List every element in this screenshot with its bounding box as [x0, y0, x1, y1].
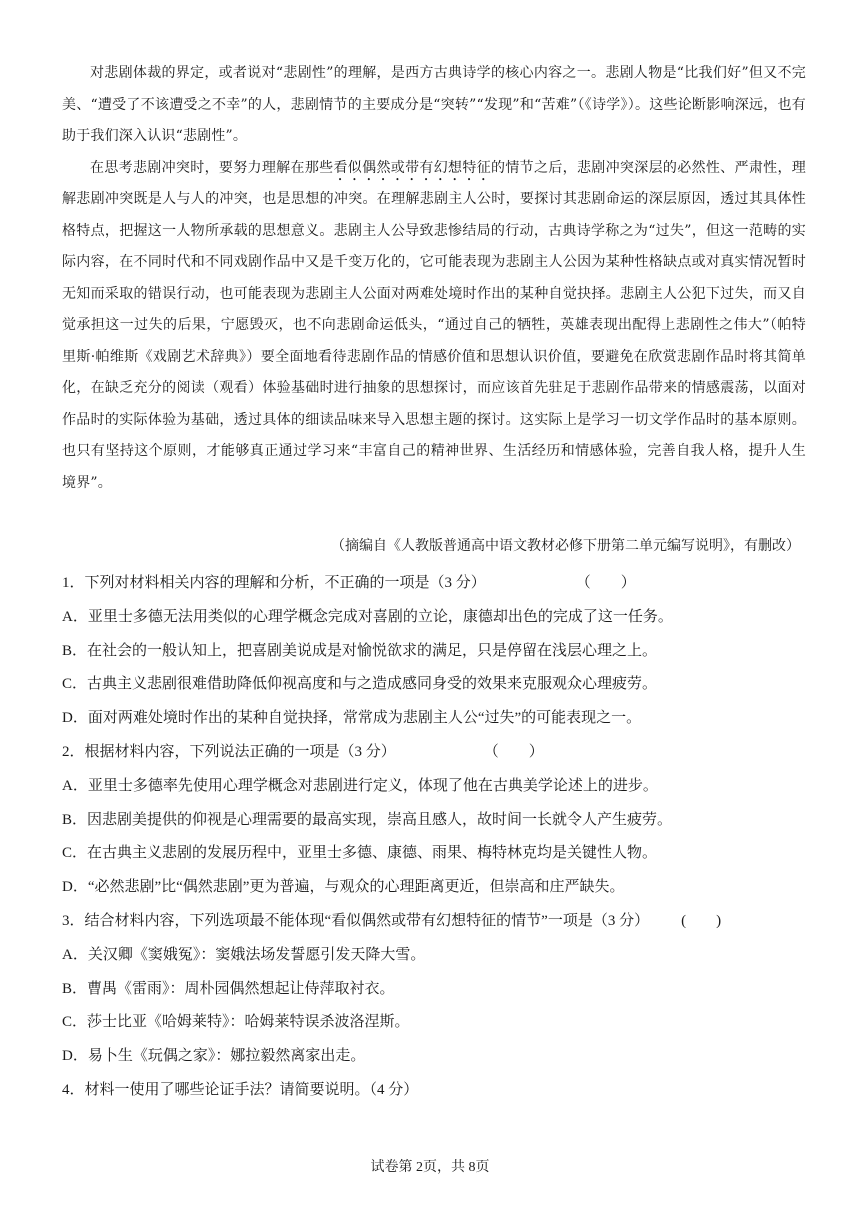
emphasized-phrase: 看似偶然或带有幻想特征 — [333, 159, 492, 176]
paragraph-2-rest: 的情节之后，悲剧冲突深层的必然性、严肃性，理解悲剧冲突既是人与人的冲突，也是思想的冲突。在理解悲剧主人公时，要探讨其悲剧命运的深层原因，透过其具体性格特点，把握这一人物所承载的思想意义。悲剧主人公导致悲惨结局的行动，古典诗学称之为“过失”，但这一范畴的实际内容，在不同时代和不同戏剧作品中又是千变万化的，它可能表现为悲剧主人公因为某种性格缺点或对真实情况暂时无知而采取的错误行动，也可能表现为悲剧主人公面对两难处境时作出的某种自觉抉择。悲剧主人公犯下过失，而又自觉承担这一过失的后果，宁愿毁灭，也不向悲剧命运低头，“通过自己的牺牲，英雄表现出配得上悲剧性之伟大”（帕特里斯·帕维斯《戏剧艺术辞典》）要全面地看待悲剧作品的情感价值和思想认识价值，要避免在欣赏悲剧作品时将其简单化，在缺乏充分的阅读（观看）体验基础时进行抽象的思想探讨，而应该首先驻足于悲剧作品带来的情感震荡，以面对作品时的实际体验为基础，透过具体的细读品味来导入思想主题的探讨。这实际上是学习一切文学作品时的基本原则。也只有坚持这个原则，才能够真正通过学习来“丰富自己的精神世界、生活经历和情感体验，完善自我人格，提升人生境界”。 — [62, 159, 806, 491]
question-3-stem — [62, 905, 806, 939]
source-citation: （摘编自《人教版普通高中语文教材必修下册第二单元编写说明》，有删改） — [331, 538, 800, 554]
question-3-option-b[interactable]: B．曹禺《雷雨》：周朴园偶然想起让侍萍取衬衣。 — [62, 980, 395, 997]
question-1-stem — [62, 567, 806, 601]
reading-passage — [62, 58, 806, 499]
question-2-option-b[interactable]: B．因悲剧美提供的仰视是心理需要的最高实现，崇高且感人，故时间一长就令人产生疲劳。 — [62, 811, 673, 828]
question-1-text: 1．下列对材料相关内容的理解和分析，不正确的一项是（3 分） — [62, 575, 486, 591]
question-3-text: 3．结合材料内容，下列选项最不能体现“看似偶然或带有幻想特征的情节”一项是（3 分） — [62, 912, 650, 929]
question-1-answer-blank[interactable]: （ ） — [575, 575, 636, 591]
question-3-option-a[interactable]: A．关汉卿《窦娥冤》：窦娥法场发誓愿引发天降大雪。 — [62, 946, 426, 963]
question-3-answer-blank[interactable]: ( ) — [681, 912, 722, 929]
question-4-stem: 4．材料一使用了哪些论证手法？请简要说明。（4 分） — [62, 1081, 419, 1098]
question-1-option-b[interactable]: B．在社会的一般认知上，把喜剧美说成是对愉悦欲求的满足，只是停留在浅层心理之上。 — [62, 642, 658, 659]
question-2-option-a[interactable]: A．亚里士多德率先使用心理学概念对悲剧进行定义，体现了他在古典美学论述上的进步。 — [62, 777, 658, 794]
passage-paragraph-1: 对悲剧体裁的界定，或者说对“悲剧性”的理解，是西方古典诗学的核心内容之一。悲剧人物是“比我们好”但又不完美、“遭受了不该遭受之不幸”的人，悲剧情节的主要成分是“突转”“发现”和“苦难”（《诗学》）。这些论断影响深远，也有助于我们深入认识“悲剧性”。 — [62, 65, 806, 144]
question-2-stem — [62, 736, 806, 770]
paragraph-2-start: 在思考悲剧冲突时，要努力理解在那些 — [90, 159, 334, 176]
question-2-answer-blank[interactable]: （ ） — [483, 743, 544, 760]
question-2-text: 2．根据材料内容，下列说法正确的一项是（3 分） — [62, 743, 396, 760]
page-footer: 试卷第 2页，共 8页 — [370, 1160, 490, 1175]
question-2-option-c[interactable]: C．在古典主义悲剧的发展历程中，亚里士多德、康德、雨果、梅特林克均是关键性人物。 — [62, 845, 658, 862]
question-3-option-c[interactable]: C．莎士比亚《哈姆莱特》：哈姆莱特误杀波洛涅斯。 — [62, 1014, 410, 1031]
question-2-option-d[interactable]: D．“必然悲剧”比“偶然悲剧”更为普遍，与观众的心理距离更近，但崇高和庄严缺失。 — [62, 879, 625, 896]
question-1-option-d[interactable]: D．面对两难处境时作出的某种自觉抉择，常常成为悲剧主人公“过失”的可能表现之一。 — [62, 710, 642, 727]
passage-paragraph-2 — [62, 153, 806, 500]
question-3-option-d[interactable]: D．易卜生《玩偶之家》：娜拉毅然离家出走。 — [62, 1048, 366, 1065]
question-1-option-c[interactable]: C．古典主义悲剧很难借助降低仰视高度和与之造成感同身受的效果来克服观众心理疲劳。 — [62, 676, 658, 693]
questions-section — [62, 567, 806, 1108]
question-1-option-a[interactable]: A．亚里士多德无法用类似的心理学概念完成对喜剧的立论，康德却出色的完成了这一任务。 — [62, 608, 673, 625]
